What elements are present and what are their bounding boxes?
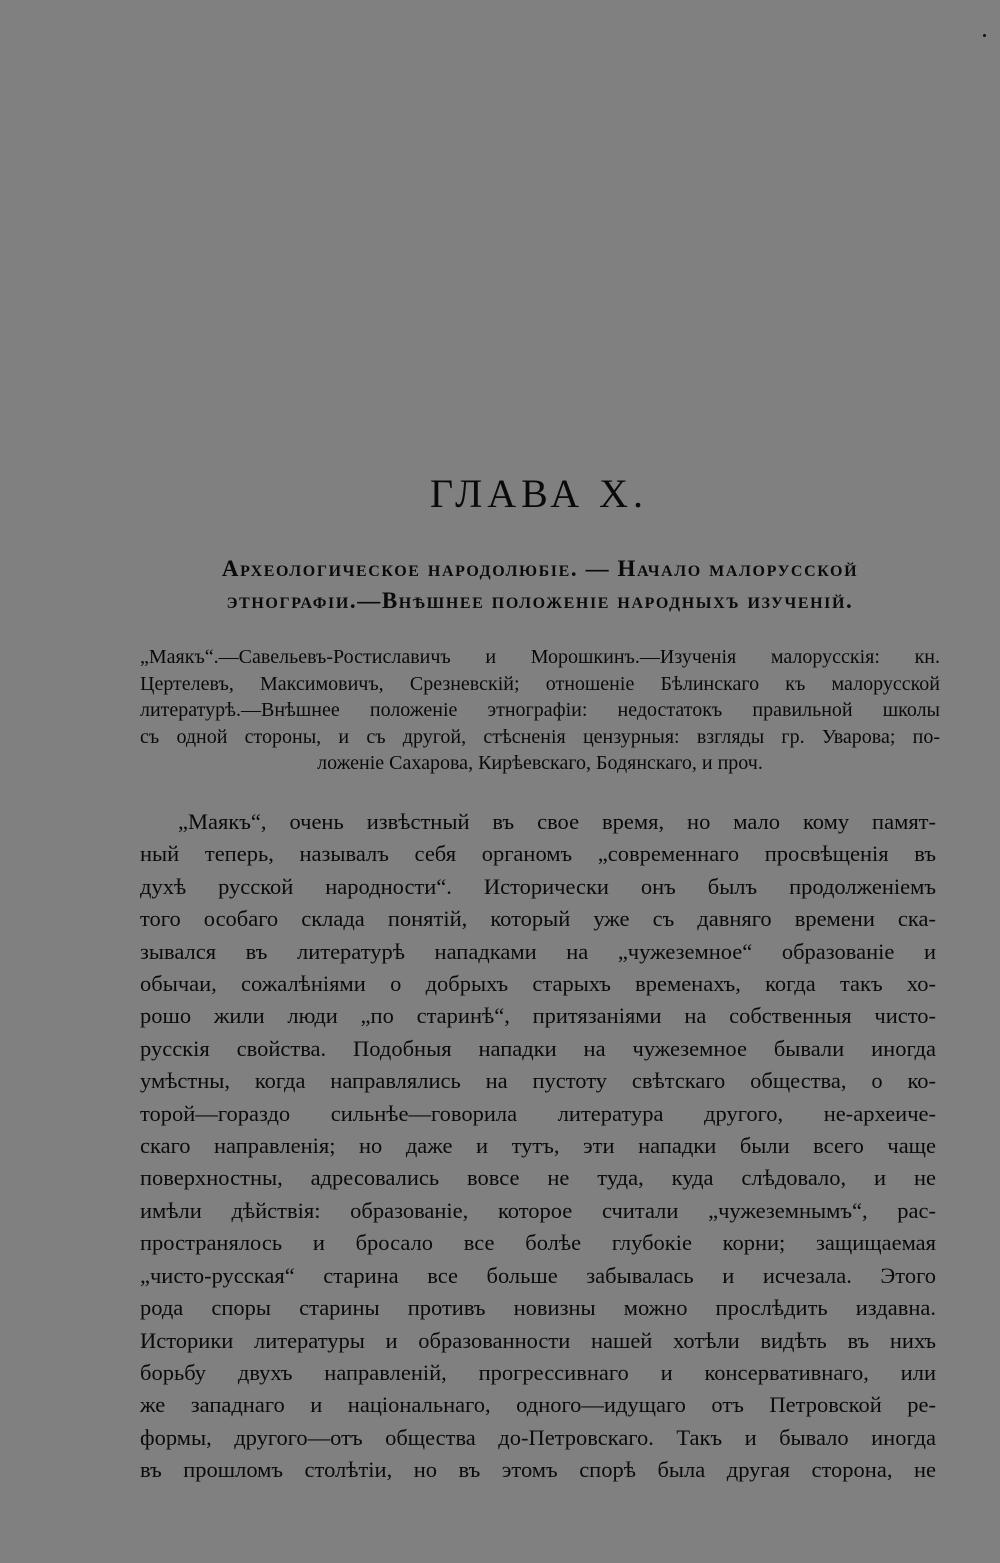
- body-line: „Маякъ“, очень извѣстный въ свое время, но мало кому памят-: [178, 809, 936, 834]
- body-line: русскія свойства. Подобныя нападки на чужеземное бывали иногда: [140, 1035, 936, 1061]
- body-line: ный теперь, называлъ себя органомъ „современнаго просвѣщенія въ: [140, 841, 936, 867]
- chapter-summary: [140, 644, 940, 777]
- body-line: Историки литературы и образованности нашей хотѣли видѣть въ нихъ: [140, 1327, 936, 1353]
- summary-line: Цертелевъ, Максимовичъ, Срезневскій; отношеніе Бѣлинскаго къ малорусской: [140, 672, 940, 695]
- summary-line: „Маякъ“.—Савельевъ-Ростиславичъ и Морошкинъ.—Изученія малорусскія: кн.: [140, 646, 940, 668]
- summary-line: ложеніе Сахарова, Кирѣевскаго, Бодянскаго, и проч.: [317, 752, 763, 774]
- subtitle-line: Археологическое народолюбіе. — Начало малорусской: [221, 556, 859, 581]
- subtitle-line: этнографіи.—Внѣшнее положеніе народныхъ изученій.: [226, 588, 854, 613]
- body-line: борьбу двухъ направленій, прогрессивнаго и консервативнаго, или: [140, 1359, 936, 1385]
- body-line: имѣли дѣйствія: образованіе, которое считали „чужеземнымъ“, рас-: [140, 1197, 936, 1223]
- summary-line: съ одной стороны, и съ другой, стѣсненія цензурныя: взгляды гр. Уварова; по-: [140, 725, 940, 748]
- body-line: того особаго склада понятій, который уже съ давняго времени ска-: [140, 906, 936, 932]
- body-line: зывался въ литературѣ нападками на „чужеземное“ образованіе и: [140, 938, 936, 964]
- body-line: рода споры старины противъ новизны можно прослѣдить издавна.: [140, 1295, 936, 1321]
- body-line: обычаи, сожалѣніями о добрыхъ старыхъ временахъ, когда такъ хо-: [140, 971, 936, 997]
- body-line: поверхностны, адресовались вовсе не туда, куда слѣдовало, и не: [140, 1165, 936, 1191]
- body-line: рошо жили люди „по старинѣ“, притязаніями на собственныя чисто-: [140, 1003, 936, 1029]
- body-text: [140, 806, 936, 1487]
- body-line: пространялось и бросало все болѣе глубокіе корни; защищаемая: [140, 1230, 936, 1256]
- summary-line: литературѣ.—Внѣшнее положеніе этнографіи: недостатокъ правильной школы: [140, 699, 940, 721]
- body-line: духѣ русской народности“. Исторически онъ былъ продолженіемъ: [140, 873, 936, 899]
- body-line: торой—гораздо сильнѣе—говорила литература другого, не-археиче-: [140, 1100, 936, 1126]
- body-line: формы, другого—отъ общества до-Петровскаго. Такъ и бывало иногда: [140, 1424, 936, 1450]
- body-line: же западнаго и національнаго, одного—идущаго отъ Петровской ре-: [140, 1392, 936, 1418]
- print-speck: [983, 34, 986, 37]
- body-line: въ прошломъ столѣтіи, но въ этомъ спорѣ была другая сторона, не: [140, 1457, 936, 1483]
- chapter-title: ГЛАВА X.: [429, 471, 649, 516]
- body-line: скаго направленія; но даже и тутъ, эти нападки были всего чаще: [140, 1133, 936, 1159]
- body-line: „чисто-русская“ старина все больше забывалась и исчезала. Этого: [140, 1262, 936, 1288]
- body-line: умѣстны, когда направлялись на пустоту свѣтскаго общества, о ко-: [140, 1068, 936, 1094]
- chapter-subtitle: [140, 553, 940, 617]
